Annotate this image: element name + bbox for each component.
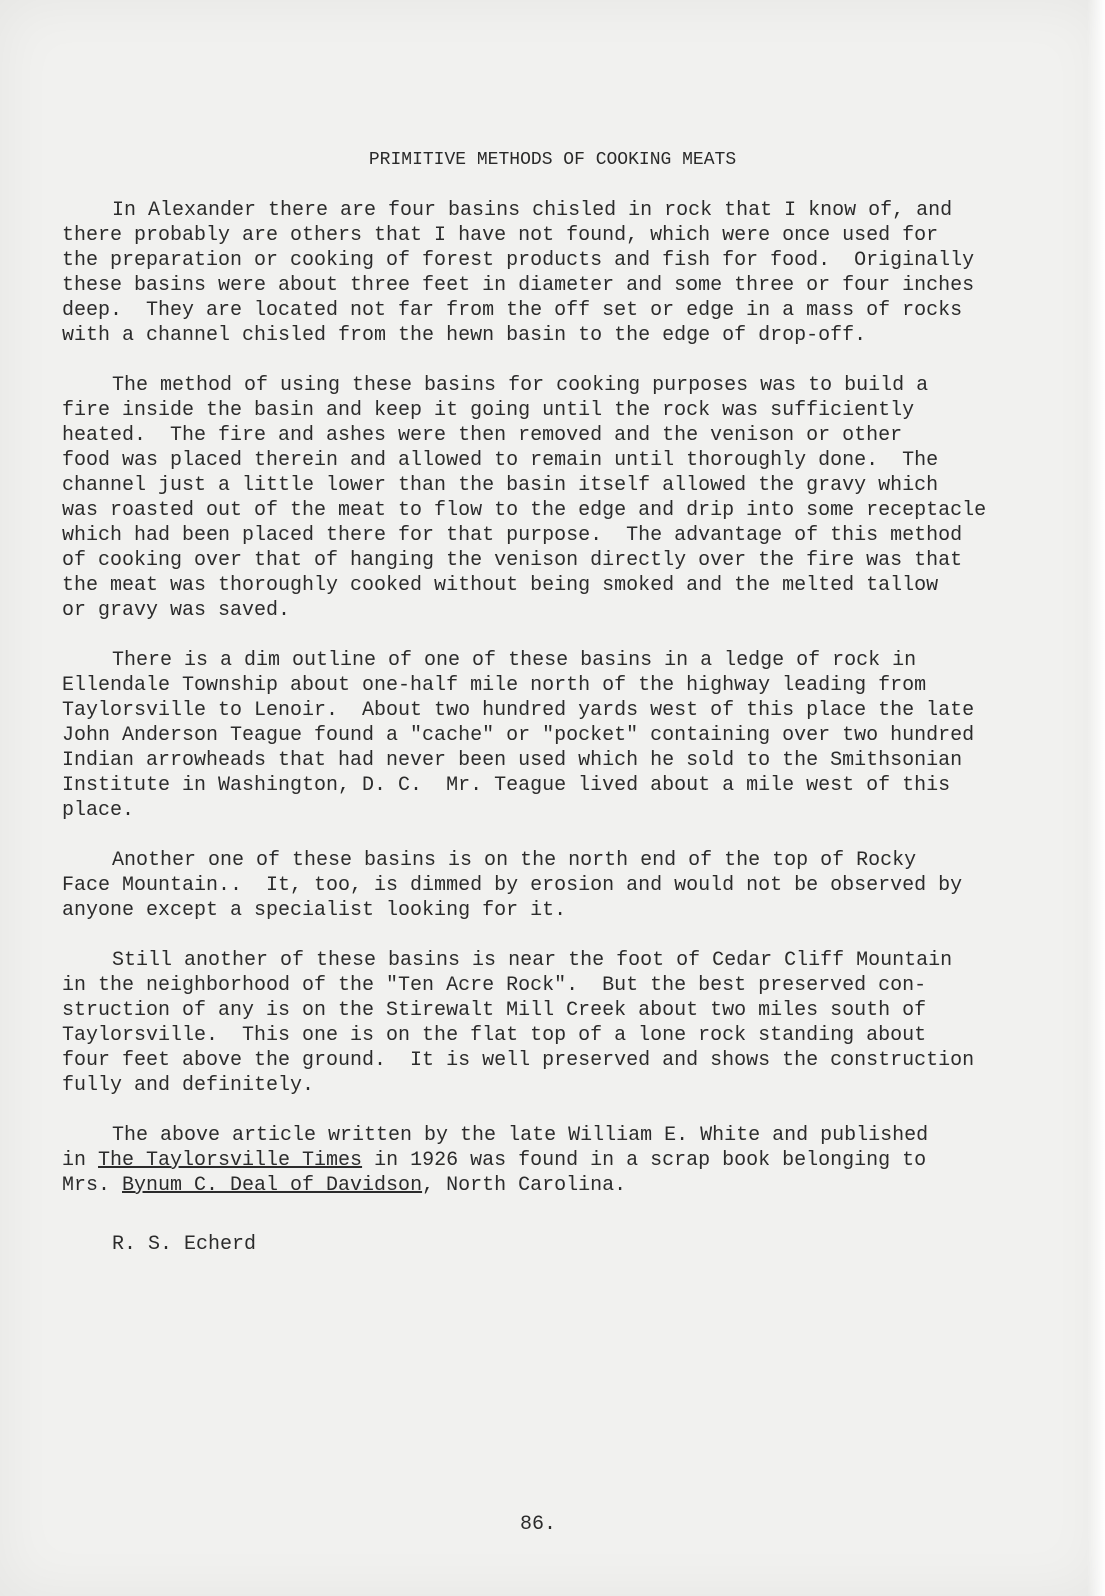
text-line: fire inside the basin and keep it going until the rock was sufficiently [62, 399, 915, 422]
newspaper-title: The Taylorsville Times [98, 1149, 363, 1172]
text-line: channel just a little lower than the basin itself allowed the gravy which [62, 474, 939, 497]
page-edge [1087, 0, 1105, 1596]
text-line: Face Mountain.. It, too, is dimmed by erosion and would not be observed by [62, 874, 963, 897]
text-line: there probably are others that I have not found, which were once used for [62, 224, 939, 247]
text-line: John Anderson Teague found a "cache" or "pocket" containing over two hundred [62, 724, 975, 747]
text-line: anyone except a specialist looking for it. [62, 899, 567, 922]
text-line: Still another of these basins is near the foot of Cedar Cliff Mountain [112, 949, 953, 972]
text-line: with a channel chisled from the hewn basin to the edge of drop-off. [62, 324, 867, 347]
text-line: Taylorsville to Lenoir. About two hundred yards west of this place the late [62, 699, 975, 722]
text-line: Ellendale Township about one-half mile north of the highway leading from [62, 674, 927, 697]
text-line: which had been placed there for that purpose. The advantage of this method [62, 524, 963, 547]
paragraph-1 [62, 198, 1042, 348]
text-line: fully and definitely. [62, 1074, 315, 1097]
text-line: The above article written by the late William E. White and published [112, 1124, 929, 1147]
paragraph-4 [62, 848, 1042, 923]
signature: R. S. Echerd [112, 1233, 257, 1256]
text-line: in the neighborhood of the "Ten Acre Rock". But the best preserved con- [62, 974, 927, 997]
text-line: Institute in Washington, D. C. Mr. Teague lived about a mile west of this [62, 774, 951, 797]
text-line: the meat was thoroughly cooked without being smoked and the melted tallow [62, 574, 939, 597]
text-fragment: , North Carolina. [422, 1174, 627, 1197]
text-line: Taylorsville. This one is on the flat top of a lone rock standing about [62, 1024, 927, 1047]
text-fragment: in [62, 1149, 99, 1172]
text-line: food was placed therein and allowed to remain until thoroughly done. The [62, 449, 939, 472]
text-line: In Alexander there are four basins chisled in rock that I know of, and [112, 199, 953, 222]
text-line: place. [62, 799, 135, 822]
text-line [62, 1173, 1042, 1198]
text-line: four feet above the ground. It is well preserved and shows the construction [62, 1049, 975, 1072]
text-line: heated. The fire and ashes were then removed and the venison or other [62, 424, 903, 447]
text-line: There is a dim outline of one of these basins in a ledge of rock in [112, 649, 917, 672]
text-line: or gravy was saved. [62, 599, 291, 622]
document-body [62, 198, 1042, 1223]
text-fragment: Mrs. [62, 1174, 123, 1197]
paragraph-2 [62, 373, 1042, 623]
underlined-name: Bynum C. Deal of Davidson [122, 1174, 423, 1197]
text-line: the preparation or cooking of forest products and fish for food. Originally [62, 249, 975, 272]
text-line: of cooking over that of hanging the venison directly over the fire was that [62, 549, 963, 572]
paragraph-5 [62, 948, 1042, 1098]
text-line: struction of any is on the Stirewalt Mill Creek about two miles south of [62, 999, 927, 1022]
text-line [62, 1148, 1042, 1173]
text-line: Another one of these basins is on the north end of the top of Rocky [112, 849, 917, 872]
closing-paragraph [62, 1123, 1042, 1198]
document-title: PRIMITIVE METHODS OF COOKING MEATS [368, 150, 737, 170]
page-number: 86. [520, 1513, 557, 1536]
paragraph-3 [62, 648, 1042, 823]
text-line: deep. They are located not far from the off set or edge in a mass of rocks [62, 299, 963, 322]
text-line: was roasted out of the meat to flow to the edge and drip into some receptacle [62, 499, 987, 522]
text-line: The method of using these basins for cooking purposes was to build a [112, 374, 929, 397]
text-line: these basins were about three feet in diameter and some three or four inches [62, 274, 975, 297]
text-line: Indian arrowheads that had never been used which he sold to the Smithsonian [62, 749, 963, 772]
text-fragment: in 1926 was found in a scrap book belonging to [362, 1149, 927, 1172]
